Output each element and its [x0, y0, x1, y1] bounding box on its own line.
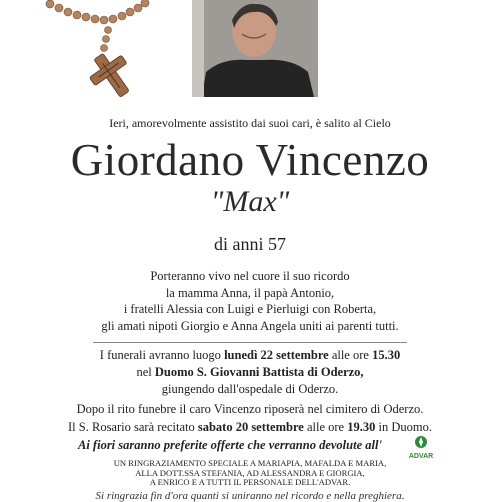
- age-text: di anni 57: [214, 234, 286, 254]
- funeral-line: giungendo dall'ospedale di Oderzo.: [161, 382, 339, 396]
- ricordo-line: la mamma Anna, il papà Antonio,: [165, 285, 335, 300]
- funeral-line: I funerali avranno luogo lunedì 22 settembre alle ore 15.30: [99, 348, 401, 362]
- intro-text: Ieri, amorevolmente assistito dai suoi cari, è salito al Cielo: [109, 116, 391, 130]
- advar-logo-icon: [407, 434, 435, 460]
- nickname: "Max": [210, 185, 290, 218]
- thanks-line: UN RINGRAZIAMENTO SPECIALE A MARIAPIA, MAFALDA E MARIA,: [113, 458, 387, 468]
- ricordo-line: i fratelli Alessia con Luigi e Pierluigi con Roberta,: [123, 302, 377, 316]
- rosary-info: Il S. Rosario sarà recitato sabato 20 settembre alle ore 19.30 in Duomo.: [68, 420, 432, 434]
- ricordo-line: Porteranno vivo nel cuore il suo ricordo: [150, 269, 350, 283]
- thanks-line: ALLA DOTT.SSA STEFANIA, AD ALESSANDRA E GIORGIA,: [135, 467, 365, 478]
- donation-text: Ai fiori saranno preferite offerte che verranno devolute all': [78, 438, 382, 452]
- rosary-cross-icon: [40, 0, 170, 100]
- ricordo-line: gli amati nipoti Giorgio e Anna Angela uniti ai parenti tutti.: [101, 318, 399, 333]
- portrait-photo: [192, 0, 318, 97]
- closing-thanks: Si ringrazia fin d'ora quanti si uniranno nel ricordo e nella preghiera.: [95, 490, 405, 502]
- family-remembrance: [0, 268, 500, 334]
- divider: [93, 342, 407, 343]
- deceased-name: Giordano Vincenzo: [70, 135, 430, 185]
- thanks-block: [0, 459, 500, 488]
- funeral-line: nel Duomo S. Giovanni Battista di Oderzo,: [136, 365, 364, 379]
- funeral-info: [0, 347, 500, 398]
- burial-text: Dopo il rito funebre il caro Vincenzo riposerà nel cimitero di Oderzo.: [76, 402, 424, 416]
- advar-logo-text: ADVAR: [408, 453, 434, 460]
- thanks-line: A ENRICO E A TUTTI IL PERSONALE DELL'ADVAR.: [149, 477, 351, 488]
